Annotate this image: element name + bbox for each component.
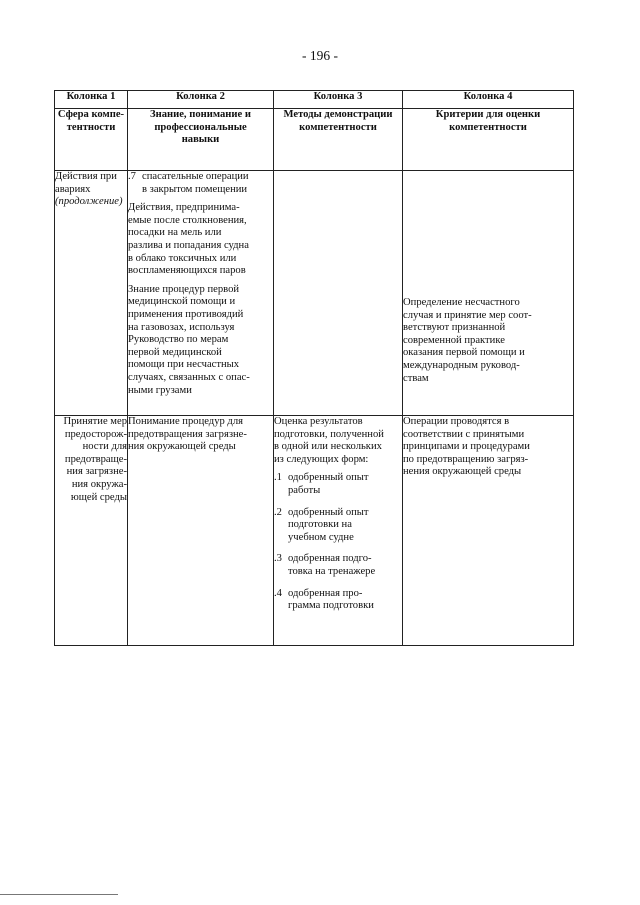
column-number-2: Колонка 2 bbox=[128, 91, 274, 109]
header-competence-area bbox=[55, 109, 128, 171]
row1-competence-text: Действия при авариях bbox=[55, 171, 117, 195]
row1-item-7 bbox=[128, 171, 273, 196]
column-number-1: Колонка 1 bbox=[55, 91, 128, 109]
row1-knowledge bbox=[128, 171, 274, 416]
column-number-4: Колонка 4 bbox=[403, 91, 574, 109]
item-number: .7 bbox=[128, 171, 136, 182]
row2-method-item-2 bbox=[274, 507, 402, 545]
item-number: .4 bbox=[274, 587, 282, 599]
table-row bbox=[55, 416, 574, 646]
header-criteria bbox=[403, 109, 574, 171]
table-row bbox=[55, 171, 574, 416]
row1-para-first-aid: Знание процедур первой медицинской помощи и применения противоядий на газовозах, используя Руководство по мерам первой медицинской помощи при несчастных случаях, связанных с опас- ными грузами bbox=[128, 283, 250, 396]
row2-method-item-3 bbox=[274, 553, 402, 578]
row1-continuation: (продолжение) bbox=[55, 196, 123, 208]
row1-competence-area bbox=[55, 171, 128, 416]
header-knowledge bbox=[128, 109, 274, 171]
header-knowledge-text: Знание, понимание и профессиональные навыки bbox=[150, 109, 251, 146]
row1-criteria-text: Определение несчастного случая и принятие мер соот- ветствуют признанной современной практике оказания первой помощи и международным руковод- ствам bbox=[403, 297, 532, 384]
competence-table bbox=[54, 90, 574, 646]
row2-methods bbox=[274, 416, 403, 646]
column-number-row bbox=[55, 91, 574, 109]
header-methods-text: Методы демонстрации компетентности bbox=[283, 109, 393, 133]
item-number: .1 bbox=[274, 472, 282, 484]
row2-methods-intro: Оценка результатов подготовки, полученной в одной или нескольких из следующих форм: bbox=[274, 416, 384, 465]
page-number: - 196 - bbox=[302, 48, 338, 63]
row2-competence-text: Принятие мер предосторож- ности для предотвраще- ния загрязне- ния окружа- ющей среды bbox=[63, 416, 127, 503]
header-methods bbox=[274, 109, 403, 171]
item-text: одобренный опыт подготовки на учебном судне bbox=[288, 506, 369, 543]
item-number: .2 bbox=[274, 506, 282, 518]
row2-criteria bbox=[403, 416, 574, 646]
item-text: одобренная про- грамма подготовки bbox=[288, 587, 374, 612]
row1-para-actions: Действия, предпринима- емые после столкновения, посадки на мель или разлива и попадания судна в облако токсичных или воспламеняющихся паров bbox=[128, 202, 249, 277]
row1-methods bbox=[274, 171, 403, 416]
column-number-3: Колонка 3 bbox=[274, 91, 403, 109]
item-text: одобренная подго- товка на тренажере bbox=[288, 553, 376, 577]
header-row bbox=[55, 109, 574, 171]
header-criteria-text: Критерии для оценки компетентности bbox=[435, 109, 541, 133]
row2-knowledge bbox=[128, 416, 274, 646]
row2-criteria-text: Операции проводятся в соответствии с принятыми принципами и процедурами по предотвращению загряз- нения окружающей среды bbox=[403, 416, 530, 478]
item-text: одобренный опыт работы bbox=[288, 472, 369, 496]
row2-method-item-4 bbox=[274, 588, 402, 613]
item-number: .3 bbox=[274, 553, 282, 565]
item-text: спасательные операции в закрытом помещении bbox=[142, 171, 249, 195]
footer-rule bbox=[0, 894, 118, 895]
row2-competence-area bbox=[55, 416, 128, 646]
row1-criteria bbox=[403, 171, 574, 416]
header-competence-area-text: Сфера компе- тентности bbox=[57, 109, 125, 133]
row2-method-item-1 bbox=[274, 472, 402, 497]
row2-knowledge-text: Понимание процедур для предотвращения загрязне- ния окружающей среды bbox=[128, 416, 247, 453]
